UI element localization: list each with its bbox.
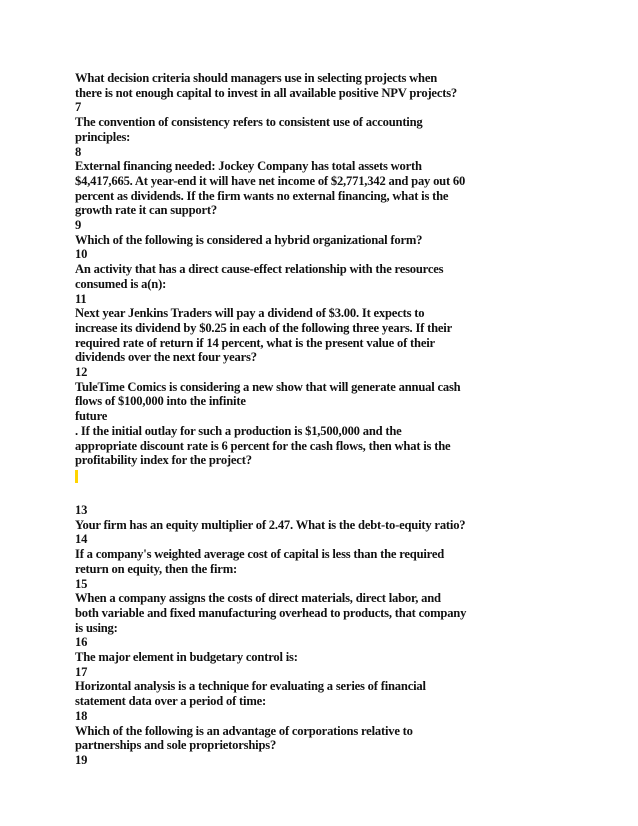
question-text-line: TuleTime Comics is considering a new show that will generate annual cash xyxy=(75,379,461,394)
question-text-line: principles: xyxy=(75,129,131,144)
question-text-line: is using: xyxy=(75,620,118,635)
question-text-line: future xyxy=(75,409,108,424)
question-text-line: dividends over the next four years? xyxy=(75,350,257,365)
question-text-line: Which of the following is an advantage of corporations relative to xyxy=(75,723,413,738)
question-number: 17 xyxy=(75,664,88,679)
question-text-line: An activity that has a direct cause-effect relationship with the resources xyxy=(75,262,444,277)
question-text-line: return on equity, then the firm: xyxy=(75,561,237,576)
question-text-line: External financing needed: Jockey Company has total assets worth xyxy=(75,159,422,174)
question-text-line: profitability index for the project? xyxy=(75,453,252,468)
question-text-line: If a company's weighted average cost of capital is less than the required xyxy=(75,547,445,562)
question-text-line: . If the initial outlay for such a production is $1,500,000 and the xyxy=(75,423,402,438)
question-number: 18 xyxy=(75,708,88,723)
question-text-line: both variable and fixed manufacturing overhead to products, that company xyxy=(75,605,467,620)
question-text-line: statement data over a period of time: xyxy=(75,694,267,709)
question-number: 15 xyxy=(75,576,88,591)
question-text-line: required rate of return if 14 percent, what is the present value of their xyxy=(75,335,435,350)
question-text-line: percent as dividends. If the firm wants no external financing, what is the xyxy=(75,188,449,203)
question-number: 10 xyxy=(75,247,88,262)
question-text-line: Horizontal analysis is a technique for evaluating a series of financial xyxy=(75,679,426,694)
question-number: 8 xyxy=(75,144,82,159)
question-text-line: flows of $100,000 into the infinite xyxy=(75,394,246,409)
document-body xyxy=(75,71,575,768)
question-block-bottom xyxy=(75,503,575,768)
question-text-line: appropriate discount rate is 6 percent for the cash flows, then what is the xyxy=(75,438,451,453)
question-text-line: Next year Jenkins Traders will pay a dividend of $3.00. It expects to xyxy=(75,306,425,321)
question-number: 14 xyxy=(75,532,88,547)
question-number: 12 xyxy=(75,365,88,380)
question-block-top xyxy=(75,71,575,468)
question-number: 11 xyxy=(75,291,87,306)
question-text-line: growth rate it can support? xyxy=(75,203,217,218)
question-number: 9 xyxy=(75,218,82,233)
question-number: 19 xyxy=(75,752,88,767)
question-text-line: partnerships and sole proprietorships? xyxy=(75,738,277,753)
question-text-line: The convention of consistency refers to consistent use of accounting xyxy=(75,115,423,130)
question-text-line: Your firm has an equity multiplier of 2.47. What is the debt-to-equity ratio? xyxy=(75,517,466,532)
blank-gap xyxy=(75,483,575,503)
question-number: 16 xyxy=(75,635,88,650)
question-text-line: there is not enough capital to invest in all available positive NPV projects? xyxy=(75,85,458,100)
question-text-line: The major element in budgetary control is: xyxy=(75,650,298,665)
question-text-line: What decision criteria should managers use in selecting projects when xyxy=(75,71,438,85)
text-cursor-highlight xyxy=(75,470,78,483)
question-text-line: When a company assigns the costs of direct materials, direct labor, and xyxy=(75,591,441,606)
question-text-line: $4,417,665. At year-end it will have net income of $2,771,342 and pay out 60 xyxy=(75,173,466,188)
question-number: 7 xyxy=(75,100,82,115)
question-number: 13 xyxy=(75,502,88,517)
question-text-line: consumed is a(n): xyxy=(75,276,167,291)
question-text-line: increase its dividend by $0.25 in each of the following three years. If their xyxy=(75,320,452,335)
question-text-line: Which of the following is considered a hybrid organizational form? xyxy=(75,232,423,247)
